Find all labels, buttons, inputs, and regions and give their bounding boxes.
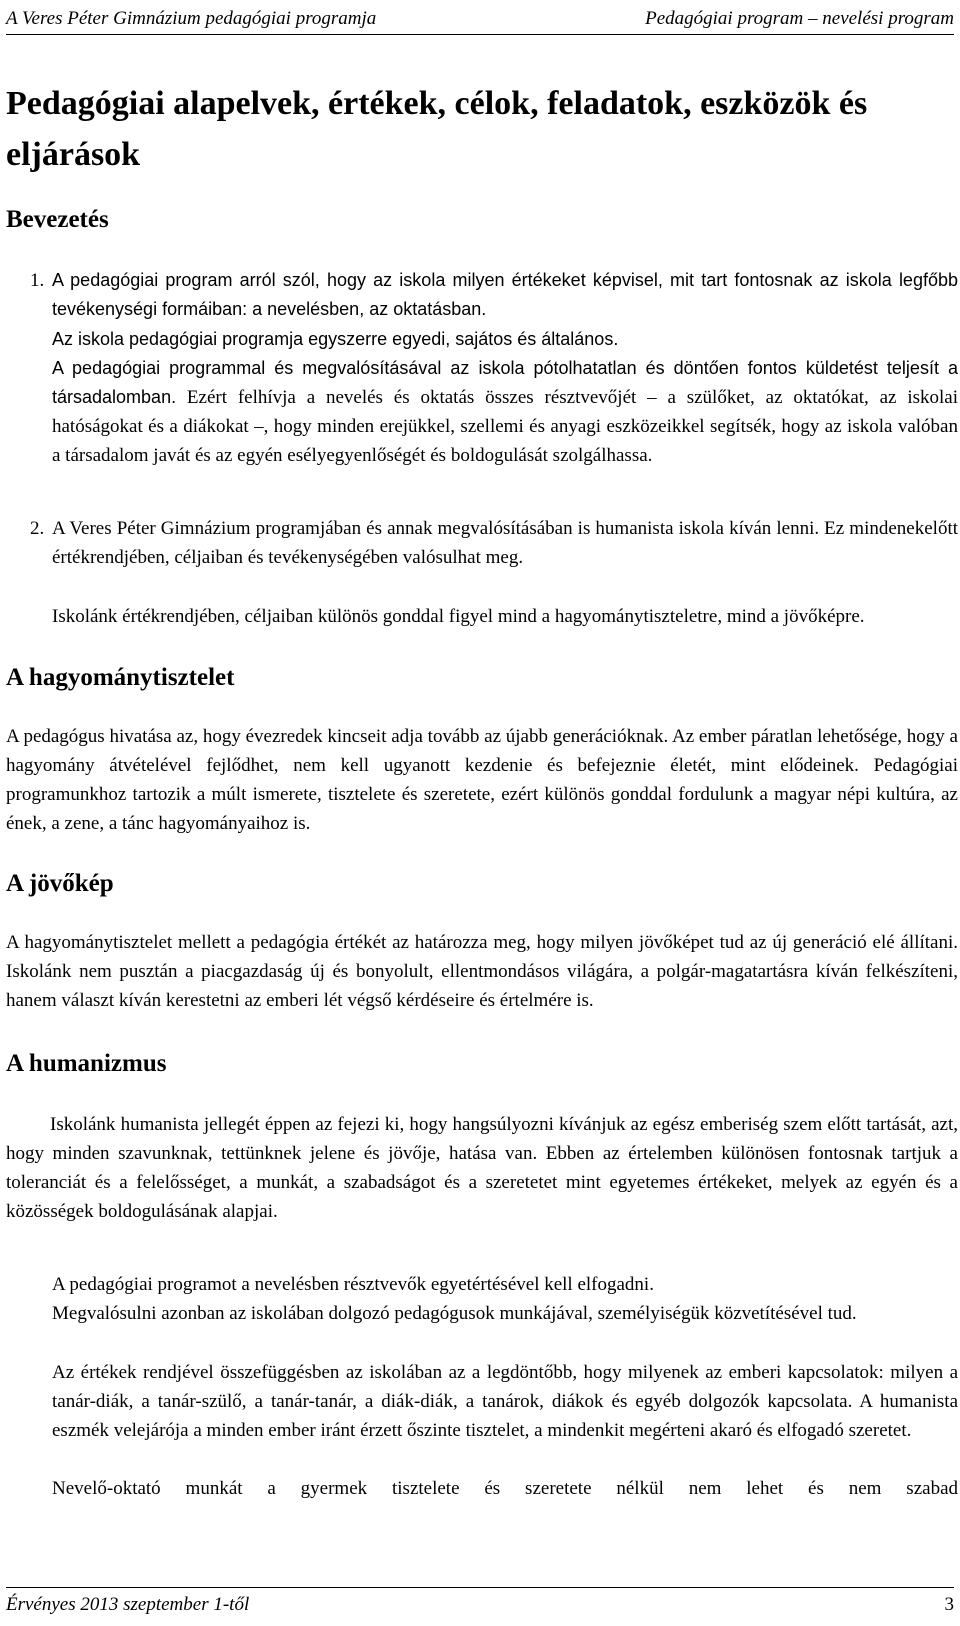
- item-2-number: 2.: [30, 518, 45, 539]
- page-title: Pedagógiai alapelvek, értékek, célok, feladatok, eszközök és eljárások: [6, 85, 868, 173]
- header-left-text: A Veres Péter Gimnázium pedagógiai programja: [6, 8, 377, 29]
- page-number: 3: [944, 1594, 954, 1615]
- heading-bevezetes: Bevezetés: [6, 206, 109, 233]
- footer-validity-text: Érvényes 2013 szeptember 1-től: [6, 1594, 250, 1615]
- item-2-paragraph-1: A Veres Péter Gimnázium programjában és annak megvalósításában is humanista iskola kíván lenni. Ez mindenekelőtt értékrendjében, céljaiban és tevékenységében valósulhat meg.: [52, 518, 958, 568]
- humanizmus-paragraph-2: A pedagógiai programot a nevelésben résztvevők egyetértésével kell elfogadni.: [52, 1274, 654, 1295]
- jovokep-paragraph: A hagyománytisztelet mellett a pedagógia értékét az határozza meg, hogy milyen jövőképet tud az új generáció elé állítani. Iskolánk nem pusztán a piacgazdaság új és bonyolult, ellentmondásos világára, a polgár-magatartásra kíván felkészíteni, hanem választ kíván kerestetni az emberi lét végső kérdéseire és értelmére is.: [6, 932, 958, 1011]
- item-1-paragraph-1: A pedagógiai program arról szól, hogy az iskola milyen értékeket képvisel, mit tart fontosnak az iskola legfőbb tevékenységi formáiban: a nevelésben, az oktatásban.: [52, 270, 958, 319]
- header-right-text: Pedagógiai program – nevelési program: [645, 8, 954, 29]
- humanizmus-paragraph-1: Iskolánk humanista jellegét éppen az fejezi ki, hogy hangsúlyozni kívánjuk az egész emberiség szem előtt tartását, azt, hogy minden szavunknak, tettünknek jelene és jövője, hatása van. Ebben az értelemben különösen fontosnak tartjuk a toleranciát és a felelősséget, a munkát, a szabadságot és a szeretetet mint egyetemes értékeket, melyek az egyén és a közösségek boldogulásának alapjai.: [6, 1114, 958, 1222]
- heading-humanizmus: A humanizmus: [6, 1050, 167, 1077]
- item-1-paragraph-3b: Ezért felhívja a nevelés és oktatás összes résztvevőjét – a szülőket, az oktatókat, az iskolai hatóságokat és a diákokat –, hogy minden erejükkel, szellemi és anyagi eszközeikkel segítsék, hogy az iskola valóban a társadalom javát és az egyén esélyegyenlőségét és boldogulását szolgálhassa.: [52, 387, 958, 466]
- humanizmus-paragraph-4: Az értékek rendjével összefüggésben az iskolában az a legdöntőbb, hogy milyenek az emberi kapcsolatok: milyen a tanár-diák, a tanár-szülő, a tanár-tanár, a diák-diák, a tanárok, diákok és egyéb dolgozók kapcsolata. A humanista eszmék velejárója a minden ember iránt érzett őszinte tisztelet, a mindenkit megérteni akaró és elfogadó szeretet.: [52, 1362, 958, 1441]
- item-1-paragraph-2: Az iskola pedagógiai programja egyszerre egyedi, sajátos és általános.: [52, 329, 619, 349]
- hagyomanytisztelet-paragraph: A pedagógus hivatása az, hogy évezredek kincseit adja tovább az újabb generációknak. Az ember páratlan lehetősége, hogy a hagyomány átvételével fejlődhet, nem kell ugyanott kezdenie és befejeznie életét, mint elődeinek. Pedagógiai programunkhoz tartozik a múlt ismerete, tisztelete és szeretete, ezért különös gonddal fordulunk a magyar népi kultúra, az ének, a zene, a tánc hagyományaihoz is.: [6, 726, 958, 834]
- humanizmus-paragraph-5: Nevelő-oktató munkát a gyermek tisztelete és szeretete nélkül nem lehet és nem szabad: [52, 1478, 958, 1499]
- heading-jovokep: A jövőkép: [6, 870, 114, 897]
- item-1-number: 1.: [30, 270, 45, 291]
- item-2-paragraph-2: Iskolánk értékrendjében, céljaiban különös gonddal figyel mind a hagyománytiszteletre, mind a jövőképre.: [52, 606, 865, 627]
- humanizmus-paragraph-3: Megvalósulni azonban az iskolában dolgozó pedagógusok munkájával, személyiségük közvetítésével tud.: [52, 1303, 857, 1324]
- heading-hagyomanytisztelet: A hagyománytisztelet: [6, 664, 235, 691]
- page-footer: [6, 1587, 954, 1618]
- page-header: [6, 4, 954, 35]
- item-1-paragraph-3: [52, 354, 958, 470]
- item-1-paragraph-3a: A pedagógiai programmal és megvalósításával az iskola pótolhatatlan és döntően fontos küldetést teljesít a társadalomban.: [52, 358, 958, 407]
